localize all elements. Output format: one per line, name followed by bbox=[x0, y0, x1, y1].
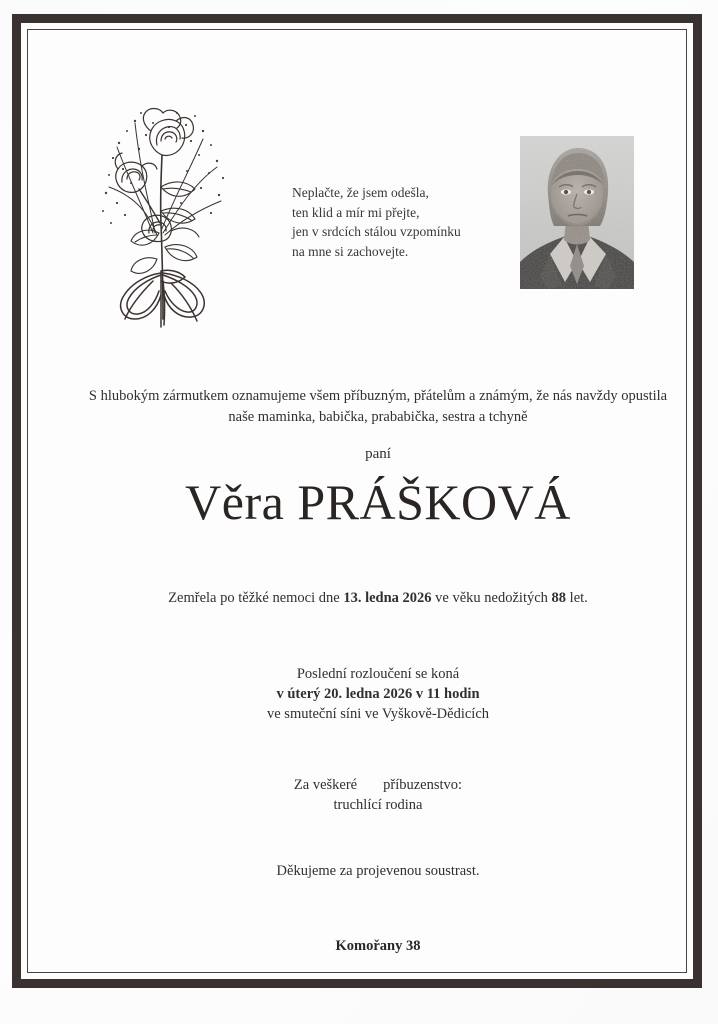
rose-bouquet-icon bbox=[91, 83, 231, 333]
relatives-line-1 bbox=[49, 775, 707, 795]
poem-line-4: na mne si zachovejte. bbox=[292, 243, 409, 259]
thanks-note: Děkujeme za projevenou soustrast. bbox=[276, 863, 480, 879]
relatives-line-2: truchlící rodina bbox=[333, 797, 423, 813]
poem-line-2: ten klid a mír mi přejte, bbox=[292, 204, 420, 220]
honorific: paní bbox=[365, 446, 391, 462]
relatives-suffix: příbuzenstvo: bbox=[383, 777, 463, 793]
death-prefix: Zemřela po těžké nemoci dne bbox=[168, 590, 340, 606]
poem-line-3: jen v srdcích stálou vzpomínku bbox=[292, 224, 461, 239]
death-suffix: let. bbox=[569, 590, 588, 606]
relatives-prefix: Za veškeré bbox=[293, 777, 358, 793]
relatives-signature bbox=[49, 775, 707, 815]
announcement-content bbox=[49, 53, 707, 995]
death-middle: ve věku nedožitých bbox=[435, 590, 548, 606]
memorial-poem bbox=[292, 183, 542, 261]
death-date: 13. ledna 2026 bbox=[343, 590, 432, 606]
farewell-datetime: v úterý 20. ledna 2026 v 11 hodin bbox=[276, 686, 480, 702]
address: Komořany 38 bbox=[335, 938, 421, 954]
death-information bbox=[49, 588, 707, 609]
poem-line-1: Neplačte, že jsem odešla, bbox=[292, 185, 429, 200]
deceased-name: Věra PRÁŠKOVÁ bbox=[185, 474, 571, 530]
mourning-frame bbox=[12, 14, 702, 988]
farewell-location: ve smuteční síni ve Vyškově-Dědicích bbox=[266, 706, 490, 722]
death-age: 88 bbox=[551, 590, 567, 606]
portrait-photo bbox=[520, 136, 634, 289]
farewell-ceremony bbox=[49, 664, 707, 724]
announcement-text bbox=[49, 386, 707, 428]
announcement-line-2: naše maminka, babička, prababička, sestra a tchyně bbox=[228, 409, 528, 425]
announcement-line-1: S hlubokým zármutkem oznamujeme všem příbuzným, přátelům a známým, že nás navždy opustila bbox=[88, 388, 668, 404]
farewell-line-1: Poslední rozloučení se koná bbox=[296, 666, 460, 682]
